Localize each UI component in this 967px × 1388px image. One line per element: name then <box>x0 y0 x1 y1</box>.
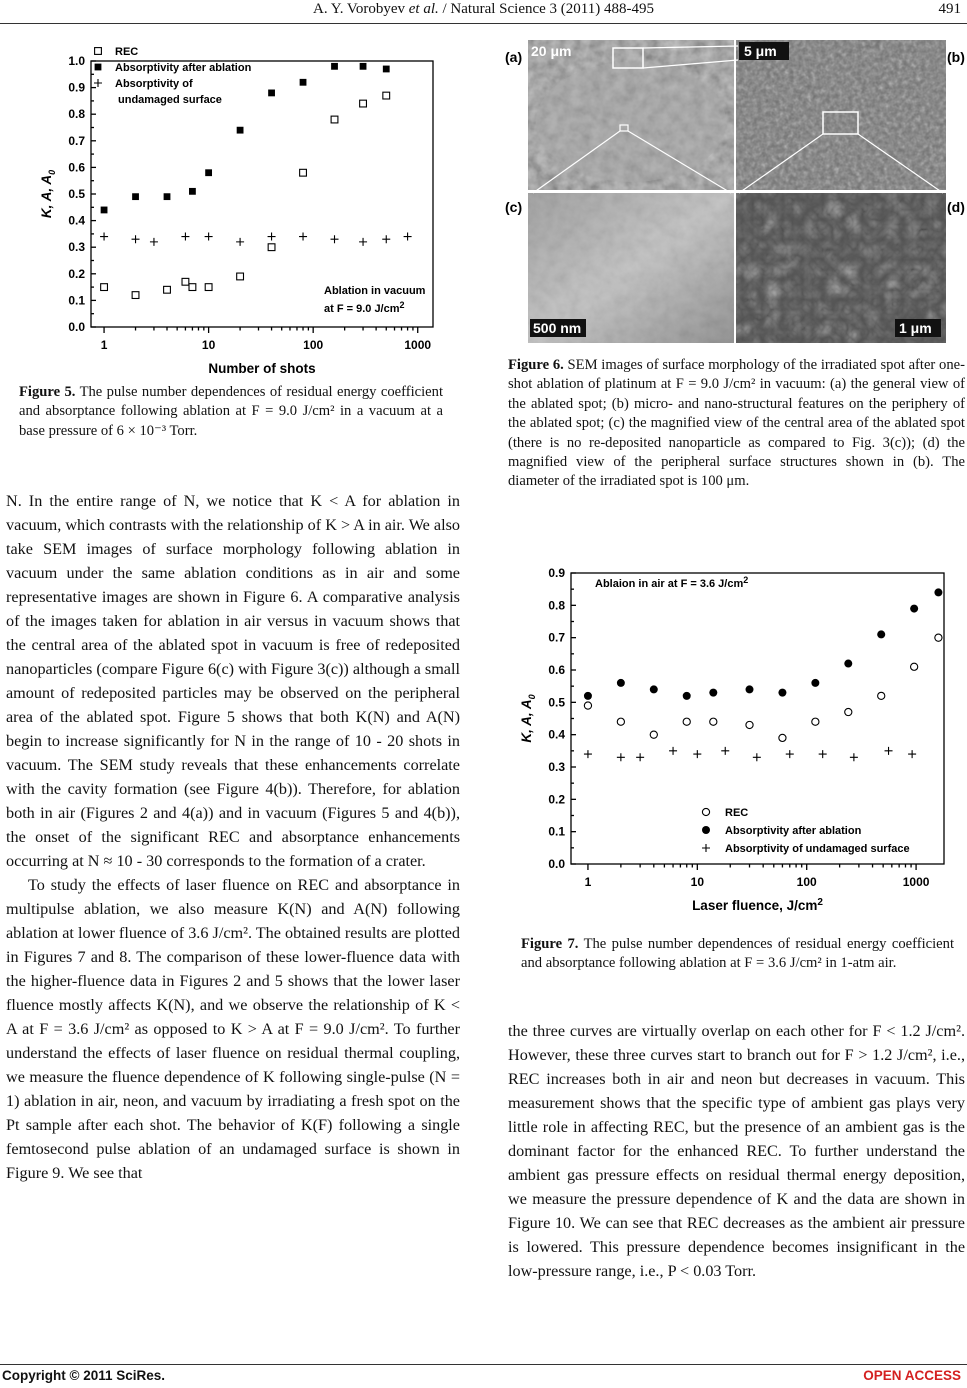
data-point <box>331 235 339 243</box>
data-point <box>331 63 338 70</box>
figure-5-caption-label: Figure 5. <box>19 384 76 400</box>
y-tick-label: 0.8 <box>548 598 565 613</box>
legend-label: Absorptivity of undamaged surface <box>725 843 910 855</box>
y-tick-label: 1.0 <box>68 54 85 68</box>
data-point <box>164 286 171 293</box>
y-tick-label: 0.4 <box>68 213 85 228</box>
y-tick-label: 0.8 <box>68 107 85 122</box>
data-point <box>584 692 592 700</box>
data-point <box>812 718 819 725</box>
data-point <box>383 66 390 73</box>
x-tick-label: 1000 <box>902 875 930 889</box>
data-point <box>382 235 390 243</box>
y-tick-label: 0.0 <box>68 320 85 334</box>
data-point <box>300 79 307 86</box>
right-column-body <box>508 1019 965 1283</box>
x-tick-label: 100 <box>796 875 817 889</box>
data-point <box>584 702 591 709</box>
panel-label-a: (a) <box>505 49 523 65</box>
left-column-body <box>6 489 460 1185</box>
data-point <box>150 238 158 246</box>
chart-annotation: Ablation in vacuum <box>324 285 426 297</box>
data-point <box>268 244 275 251</box>
data-point <box>268 90 275 97</box>
figure-7-caption-label: Figure 7. <box>521 936 579 952</box>
data-point <box>132 292 139 299</box>
data-point <box>360 100 367 107</box>
data-point <box>205 169 212 176</box>
data-point <box>584 750 592 758</box>
y-tick-label: 0.3 <box>548 760 565 774</box>
data-point <box>132 235 140 243</box>
data-point <box>164 193 171 200</box>
y-axis-label: K, A, $A_0$ <box>39 169 57 219</box>
running-title-journal: / Natural Science 3 (2011) 488-495 <box>438 1 654 17</box>
data-point <box>710 718 717 725</box>
y-tick-label: 0.6 <box>68 160 85 175</box>
data-point <box>910 605 918 613</box>
data-point <box>299 233 307 241</box>
data-point <box>300 169 307 176</box>
data-point <box>189 188 196 195</box>
data-point <box>669 747 677 755</box>
data-point <box>650 731 657 738</box>
running-title-etal: et al. <box>408 1 439 17</box>
data-point <box>934 588 942 596</box>
y-tick-label: 0.3 <box>68 240 85 255</box>
scale-bar-c: 500 nm <box>533 320 582 336</box>
legend-marker <box>702 826 710 834</box>
data-point <box>331 116 338 123</box>
y-tick-label: 0.4 <box>548 727 565 742</box>
x-axis-label: Laser fluence, $J/cm^2$ <box>692 897 823 913</box>
footer-copyright: Copyright © 2011 SciRes. <box>2 1368 166 1383</box>
y-tick-label: 0.6 <box>548 663 565 677</box>
x-axis-label: Number of shots <box>208 361 316 376</box>
data-point <box>709 689 717 697</box>
scale-bar-d: 1 μm <box>899 320 932 336</box>
legend-marker <box>702 844 710 852</box>
data-point <box>101 284 108 291</box>
x-tick-label: 1 <box>100 338 108 352</box>
data-point <box>908 750 916 758</box>
running-header <box>0 0 967 22</box>
y-tick-label: 0.1 <box>548 824 565 839</box>
data-point <box>811 679 819 687</box>
panel-label-d: (d) <box>947 199 965 215</box>
figure-7-caption <box>521 935 954 974</box>
legend-label: Absorptivity after ablation <box>115 62 252 74</box>
y-tick-label: 0.9 <box>68 80 85 95</box>
data-point <box>617 679 625 687</box>
footer-open-access: OPEN ACCESS <box>863 1368 961 1383</box>
data-point <box>778 689 786 697</box>
data-point <box>721 747 729 755</box>
left-paragraph-1: N. In the entire range of N, we notice that K < A for ablation in vacuum, which contrasts with the relationship of K > A in air. We also take SEM images of surface morphology following ablation in vacuum under the same ablation conditions as in air and some representative images are shown in Figure 6. A comparative analysis of the images taken for ablation in air versus in vacuum shows that the central area of the ablated spot in vacuum is free of redeposited nanoparticles (compare Figure 6(c) with Figure 3(c)) although a small amount of redeposited particles may be observed on the peripheral area of the ablated spot. Figure 5 shows that both K(N) and A(N) begin to increase significantly for N in the range of 10 - 20 shots in vacuum. The SEM study reveals that these enhancements correlate with the cavity formation (see Figure 4(b)). Therefore, for ablation both in air (Figures 2 and 4(a)) and in vacuum (Figures 5 and 4(b)), the onset of the significant REC and absorptance enhancements occurring at N ≈ 10 - 30 corresponds to the formation of a crater. <box>6 492 460 870</box>
y-tick-label: 0.5 <box>548 695 565 710</box>
data-point <box>885 747 893 755</box>
figure-5-caption-text: The pulse number dependences of residual energy coefficient and absorptance following ablation at F = 9.0 J/cm² in a vacuum at a base pressure of 6 × 10⁻³ Torr. <box>19 384 444 439</box>
data-point <box>683 718 690 725</box>
legend-marker <box>94 79 102 87</box>
data-point <box>845 708 852 715</box>
data-point <box>100 233 108 241</box>
data-point <box>693 750 701 758</box>
y-tick-label: 0.7 <box>68 133 85 148</box>
chart-annotation: at F = 9.0 $J/cm^2$ <box>324 300 405 315</box>
figure-5-caption <box>19 383 443 441</box>
legend-label: REC <box>725 807 749 819</box>
data-point <box>132 193 139 200</box>
y-tick-label: 0.2 <box>548 792 565 807</box>
data-point <box>404 233 412 241</box>
x-tick-label: 100 <box>303 338 324 352</box>
y-tick-label: 0.5 <box>68 187 85 201</box>
data-point <box>746 721 753 728</box>
chart-annotation: Ablaion in air at F = 3.6 $J/cm^2$ <box>595 575 749 590</box>
page-footer <box>0 1368 967 1388</box>
data-point <box>359 238 367 246</box>
header-rule <box>0 23 967 24</box>
data-point <box>236 238 244 246</box>
data-point <box>181 233 189 241</box>
left-paragraph-2: To study the effects of laser fluence on REC and absorptance in multipulse ablation, we also measure K(N) and A(N) following ablation at lower fluence of 3.6 J/cm². The obtained results are plotted in Figures 7 and 8. The comparison of these lower-fluence data with the higher-fluence data in Figures 2 and 5 shows that the lower laser fluence mostly affects K(N), and we observe the relationship of K < A at F = 3.6 J/cm² as opposed to K > A at F = 9.0 J/cm². To further understand the effects of laser fluence on residual thermal coupling, we measure the fluence dependence of K following single-pulse (N = 1) ablation in air, neon, and vacuum by irradiating a fresh spot on the Pt sample after each shot. The behavior of K(F) following a single femtosecond pulse ablation of an undamaged surface is shown in Figure 9. We see that <box>6 876 460 1182</box>
data-point <box>844 660 852 668</box>
data-point <box>617 718 624 725</box>
sem-image-b <box>736 40 946 190</box>
figure-6-sem-panel <box>503 40 967 344</box>
y-tick-label: 0.1 <box>68 293 85 308</box>
data-point <box>636 753 644 761</box>
legend-label: Absorptivity of <box>115 78 193 90</box>
scale-bar-b: 5 μm <box>744 43 777 59</box>
figure-7-chart <box>510 560 960 920</box>
data-point <box>383 92 390 99</box>
panel-label-b: (b) <box>947 49 965 65</box>
data-point <box>101 207 108 214</box>
y-tick-label: 0.0 <box>548 857 565 871</box>
right-paragraph-1: the three curves are virtually overlap on each other for F < 1.2 J/cm². However, these three curves start to branch out for F > 1.2 J/cm², i.e., REC increases both in air and neon but decreases in vacuum. This measurement shows that the specific type of ambient gas plays very little role in affecting REC, but the presence of an ambient gas is the dominant factor for the enhanced REC. To further understand the ambient gas pressure effects on residual thermal energy deposition, we measure the pressure dependence of K and the data are shown in Figure 10. We can see that REC decreases as the ambient air pressure is lowered. This pressure dependence becomes insignificant in the low-pressure range, i.e., P < 0.03 Torr. <box>508 1022 965 1280</box>
data-point <box>182 278 189 285</box>
y-tick-label: 0.9 <box>548 566 565 580</box>
x-tick-label: 1000 <box>404 338 432 352</box>
data-point <box>786 750 794 758</box>
data-point <box>205 233 213 241</box>
footer-rule <box>0 1364 967 1365</box>
figure-5-chart <box>16 40 456 378</box>
x-tick-label: 10 <box>201 338 216 352</box>
data-point <box>746 685 754 693</box>
plot-frame <box>571 573 944 864</box>
data-point <box>237 127 244 134</box>
data-point <box>268 233 276 241</box>
data-point <box>878 692 885 699</box>
scale-bar-a: 20 μm <box>531 43 572 59</box>
running-title-authors: A. Y. Vorobyev <box>313 1 409 17</box>
y-tick-label: 0.7 <box>548 630 565 645</box>
figure-6-caption <box>508 356 965 492</box>
figure-7-caption-text: The pulse number dependences of residual energy coefficient and absorptance following ablation at F = 3.6 J/cm² in 1-atm air. <box>521 936 955 972</box>
legend-marker <box>95 64 102 71</box>
figure-6-caption-label: Figure 6. <box>508 357 564 373</box>
data-point <box>753 753 761 761</box>
figure-6-caption-text: SEM images of surface morphology of the irradiated spot after one-shot ablation of platinum at F = 9.0 J/cm² in vacuum: (a) the general view of the ablated spot; (b) micro- and nano-structural features on the periphery of the ablated spot; (c) the magnified view of the central area of the ablated spot (there is no re-deposited nanoparticle as compared to Fig. 3(c)); (d) the magnified view of the peripheral surface structures shown in (b). The diameter of the irradiated spot is 100 μm. <box>508 357 965 490</box>
x-tick-label: 10 <box>690 875 705 889</box>
data-point <box>819 750 827 758</box>
data-point <box>360 63 367 70</box>
legend-label: Absorptivity after ablation <box>725 825 862 837</box>
y-axis-label: K, A, $A_0$ <box>519 694 537 743</box>
data-point <box>237 273 244 280</box>
data-point <box>911 663 918 670</box>
y-tick-label: 0.2 <box>68 266 85 281</box>
data-point <box>189 284 196 291</box>
data-point <box>850 753 858 761</box>
data-point <box>617 753 625 761</box>
panel-label-c: (c) <box>505 199 523 215</box>
data-point <box>779 734 786 741</box>
data-point <box>650 685 658 693</box>
legend-marker <box>702 808 709 815</box>
page-number: 491 <box>938 1 961 17</box>
data-point <box>935 634 942 641</box>
legend-label: undamaged surface <box>118 94 222 106</box>
data-point <box>205 284 212 291</box>
data-point <box>683 692 691 700</box>
data-point <box>877 630 885 638</box>
x-tick-label: 1 <box>584 875 592 889</box>
running-title <box>0 1 967 18</box>
legend-label: REC <box>115 46 139 58</box>
legend-marker <box>95 48 102 55</box>
